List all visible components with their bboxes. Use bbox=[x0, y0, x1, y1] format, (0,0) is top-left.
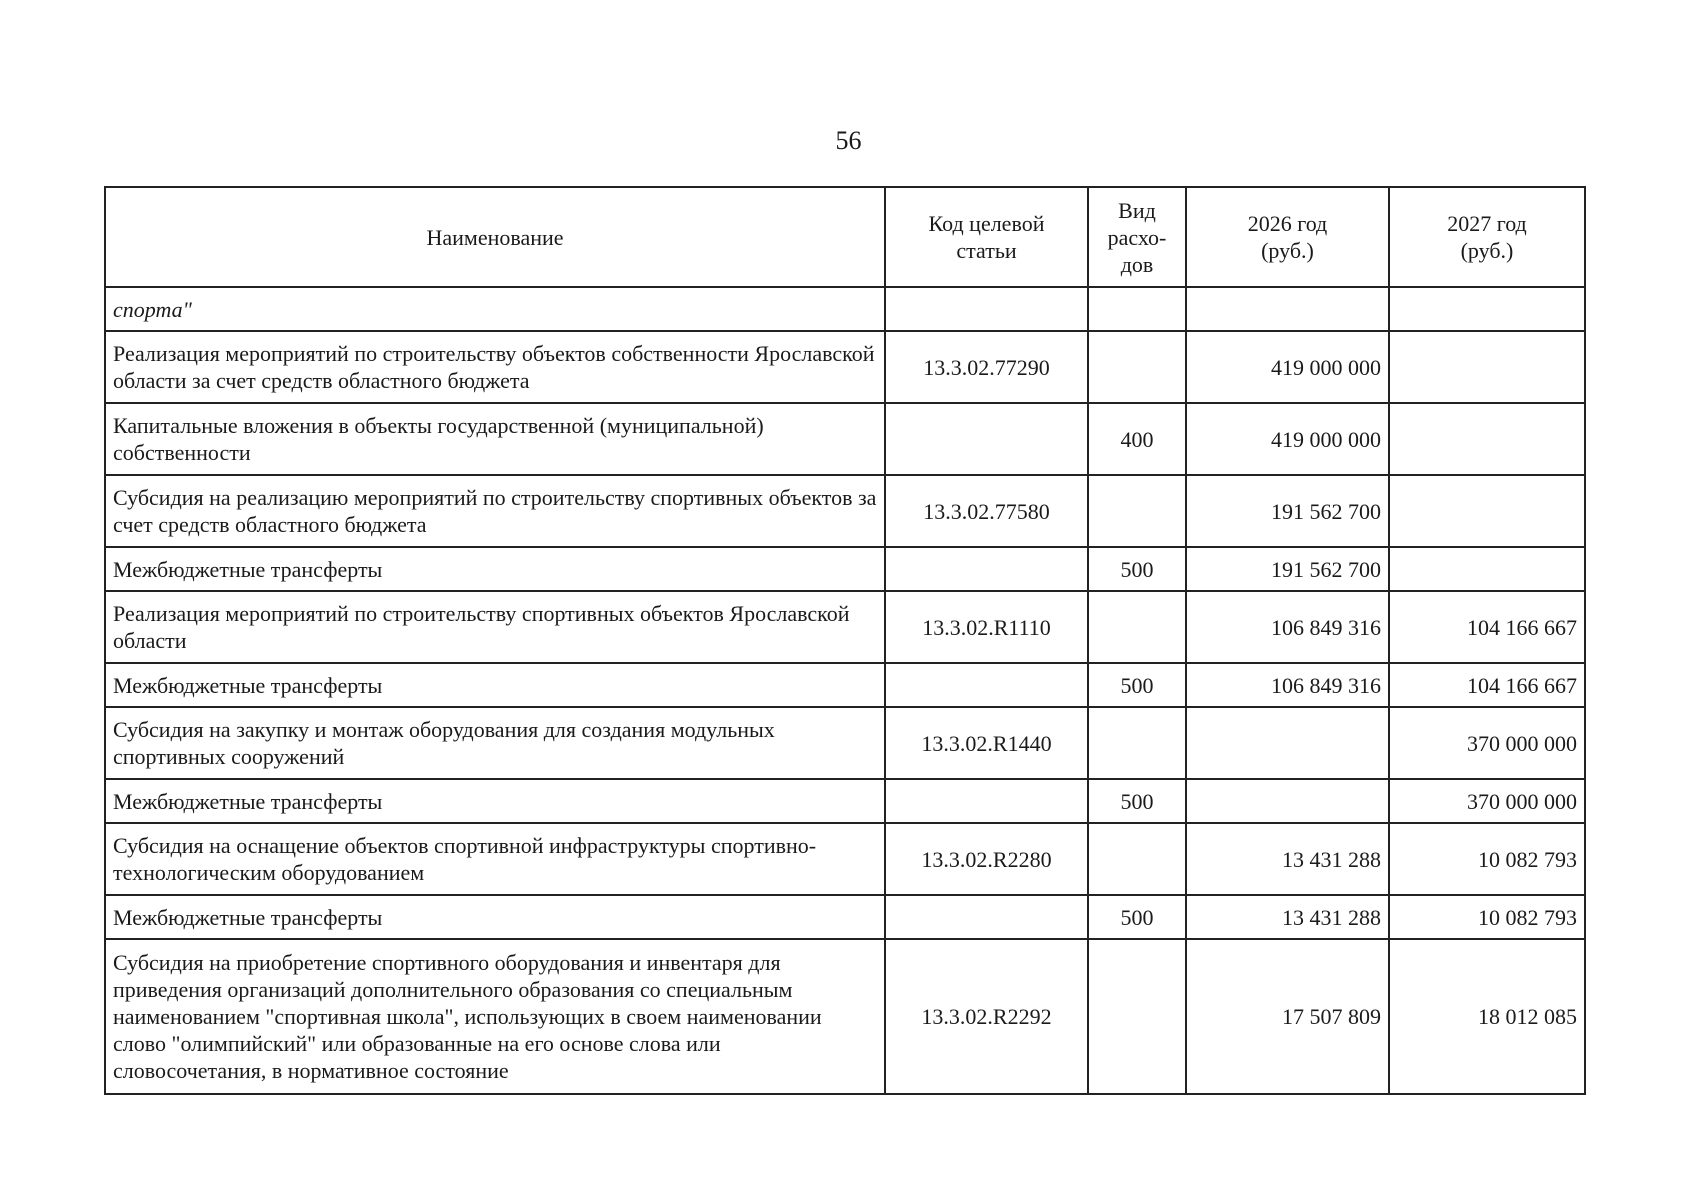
row-2026: 106 849 316 bbox=[1186, 663, 1389, 707]
row-kind: 500 bbox=[1088, 547, 1186, 591]
row-name: Межбюджетные трансферты bbox=[105, 895, 885, 939]
row-code bbox=[885, 779, 1088, 823]
table-row bbox=[105, 403, 1585, 475]
row-kind bbox=[1088, 475, 1186, 547]
row-name: Реализация мероприятий по строительству спортивных объектов Ярославской области bbox=[105, 591, 885, 663]
row-2026: 191 562 700 bbox=[1186, 475, 1389, 547]
row-name: Субсидия на приобретение спортивного оборудования и инвентаря для приведения организаций дополнительного образования со специальным наименованием "спортивная школа", использующих в своем наименовании слово "олимпийский" или образованные на его основе слова или словосочетания, в нормативное состояние bbox=[105, 939, 885, 1094]
row-2027: 370 000 000 bbox=[1389, 779, 1585, 823]
row-2026: 419 000 000 bbox=[1186, 331, 1389, 403]
row-name: Субсидия на реализацию мероприятий по строительству спортивных объектов за счет средств областного бюджета bbox=[105, 475, 885, 547]
table-row bbox=[105, 331, 1585, 403]
header-kind: Вид расхо- дов bbox=[1088, 187, 1186, 287]
header-name: Наименование bbox=[105, 187, 885, 287]
table-row bbox=[105, 287, 1585, 331]
row-2027: 370 000 000 bbox=[1389, 707, 1585, 779]
row-2027 bbox=[1389, 547, 1585, 591]
row-name: Капитальные вложения в объекты государственной (муниципальной) собственности bbox=[105, 403, 885, 475]
row-2026 bbox=[1186, 779, 1389, 823]
budget-table bbox=[104, 186, 1586, 1095]
page-number: 56 bbox=[835, 126, 862, 155]
row-name: Межбюджетные трансферты bbox=[105, 779, 885, 823]
row-kind: 500 bbox=[1088, 663, 1186, 707]
row-kind bbox=[1088, 591, 1186, 663]
table-row bbox=[105, 779, 1585, 823]
row-2026: 419 000 000 bbox=[1186, 403, 1389, 475]
row-2026: 13 431 288 bbox=[1186, 823, 1389, 895]
row-name: Межбюджетные трансферты bbox=[105, 663, 885, 707]
row-2026: 13 431 288 bbox=[1186, 895, 1389, 939]
row-code: 13.3.02.R1110 bbox=[885, 591, 1088, 663]
row-2026 bbox=[1186, 707, 1389, 779]
row-kind: 400 bbox=[1088, 403, 1186, 475]
row-2027 bbox=[1389, 475, 1585, 547]
row-2027: 10 082 793 bbox=[1389, 823, 1585, 895]
row-name: Реализация мероприятий по строительству объектов собственности Ярославской области за счет средств областного бюджета bbox=[105, 331, 885, 403]
row-kind bbox=[1088, 287, 1186, 331]
row-kind: 500 bbox=[1088, 895, 1186, 939]
row-2027 bbox=[1389, 331, 1585, 403]
row-code bbox=[885, 403, 1088, 475]
row-2027: 10 082 793 bbox=[1389, 895, 1585, 939]
row-code bbox=[885, 663, 1088, 707]
row-2026: 191 562 700 bbox=[1186, 547, 1389, 591]
table-row bbox=[105, 823, 1585, 895]
row-name: спорта" bbox=[105, 287, 885, 331]
table-header-row bbox=[105, 187, 1585, 287]
row-code: 13.3.02.R2280 bbox=[885, 823, 1088, 895]
table-row bbox=[105, 591, 1585, 663]
row-2026: 106 849 316 bbox=[1186, 591, 1389, 663]
row-code: 13.3.02.77290 bbox=[885, 331, 1088, 403]
table-row bbox=[105, 939, 1585, 1094]
row-name: Межбюджетные трансферты bbox=[105, 547, 885, 591]
table-row bbox=[105, 707, 1585, 779]
row-name: Субсидия на закупку и монтаж оборудования для создания модульных спортивных сооружений bbox=[105, 707, 885, 779]
header-code: Код целевой статьи bbox=[885, 187, 1088, 287]
row-code: 13.3.02.77580 bbox=[885, 475, 1088, 547]
row-2026 bbox=[1186, 287, 1389, 331]
row-code: 13.3.02.R1440 bbox=[885, 707, 1088, 779]
row-code bbox=[885, 895, 1088, 939]
table-row bbox=[105, 895, 1585, 939]
row-2027: 18 012 085 bbox=[1389, 939, 1585, 1094]
row-kind: 500 bbox=[1088, 779, 1186, 823]
table-row bbox=[105, 475, 1585, 547]
table-row bbox=[105, 663, 1585, 707]
row-2027: 104 166 667 bbox=[1389, 591, 1585, 663]
row-2027 bbox=[1389, 403, 1585, 475]
header-2027: 2027 год (руб.) bbox=[1389, 187, 1585, 287]
row-kind bbox=[1088, 939, 1186, 1094]
row-kind bbox=[1088, 707, 1186, 779]
row-code: 13.3.02.R2292 bbox=[885, 939, 1088, 1094]
row-kind bbox=[1088, 331, 1186, 403]
row-2027: 104 166 667 bbox=[1389, 663, 1585, 707]
row-2026: 17 507 809 bbox=[1186, 939, 1389, 1094]
row-kind bbox=[1088, 823, 1186, 895]
row-2027 bbox=[1389, 287, 1585, 331]
table-row bbox=[105, 547, 1585, 591]
row-code bbox=[885, 547, 1088, 591]
row-code bbox=[885, 287, 1088, 331]
header-2026: 2026 год (руб.) bbox=[1186, 187, 1389, 287]
row-name: Субсидия на оснащение объектов спортивной инфраструктуры спортивно-технологическим оборудованием bbox=[105, 823, 885, 895]
